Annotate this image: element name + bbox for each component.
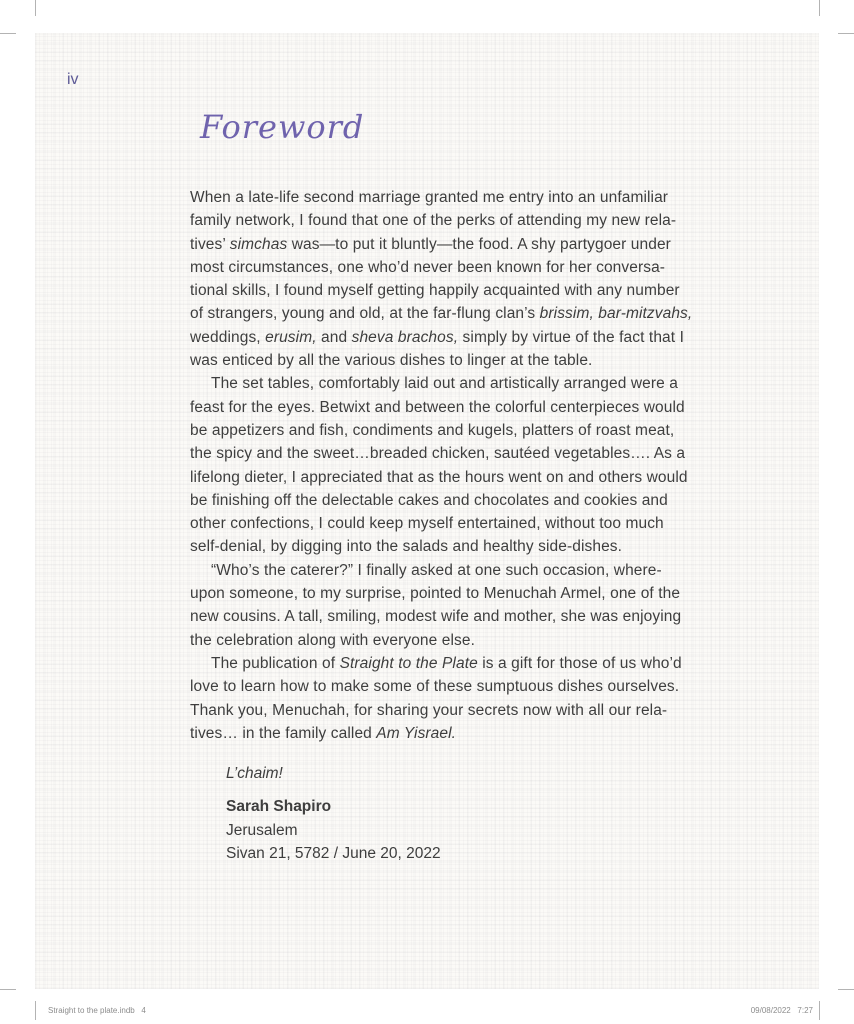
crop-mark-top-left-horizontal [0,33,16,34]
signature-block [226,762,441,865]
body-line: upon someone, to my surprise, pointed to Menuchah Armel, one of the [190,585,681,603]
body-line: The publication of Straight to the Plate is a gift for those of us who’d [211,654,682,672]
body-line: love to learn how to make some of these sumptuous dishes ourselves. [190,678,680,696]
crop-mark-bottom-left-horizontal [0,989,16,990]
body-line: weddings, erusim, and sheva brachos, simply by virtue of the fact that I [190,328,685,346]
body-line: of strangers, young and old, at the far-flung clan’s brissim, bar-mitzvahs, [190,305,693,323]
body-line: tives… in the family called Am Yisrael. [190,724,457,742]
author-name: Sarah Shapiro [226,798,332,816]
author-date: Sivan 21, 5782 / June 20, 2022 [226,844,441,862]
body-line: was enticed by all the various dishes to linger at the table. [190,352,593,370]
body-line: Thank you, Menuchah, for sharing your secrets now with all our rela- [190,701,668,719]
body-line: tional skills, I found myself getting happily acquainted with any number [190,282,680,300]
slug-timestamp: 09/08/2022 7:27 [750,1006,813,1015]
signature-salutation: L’chaim! [226,765,283,782]
body-line: self-denial, by digging into the salads and healthy side-dishes. [190,538,623,556]
body-line: most circumstances, one who’d never been known for her conversa- [190,258,666,276]
crop-mark-top-right-horizontal [838,33,854,34]
body-line: family network, I found that one of the perks of attending my new rela- [190,212,677,230]
foreword-body [190,186,710,745]
author-place: Jerusalem [226,821,298,839]
crop-mark-bottom-left-vertical [35,1001,36,1020]
body-line: tives’ simchas was—to put it bluntly—the food. A shy partygoer under [190,235,671,253]
body-line: lifelong dieter, I appreciated that as the hours went on and others would [190,468,688,486]
page-title: Foreword [200,108,365,146]
crop-mark-top-right-vertical [819,0,820,16]
crop-mark-bottom-right-horizontal [838,989,854,990]
book-page [35,33,819,989]
body-line: The set tables, comfortably laid out and artistically arranged were a [211,375,678,393]
crop-mark-top-left-vertical [35,0,36,16]
body-line: new cousins. A tall, smiling, modest wife and mother, she was enjoying [190,608,682,626]
page-number: iv [67,71,79,88]
body-line: be finishing off the delectable cakes and chocolates and cookies and [190,491,668,509]
body-line: feast for the eyes. Betwixt and between the colorful centerpieces would [190,398,685,416]
body-line: the spicy and the sweet…breaded chicken, sautéed vegetables…. As a [190,445,686,463]
slug-filename: Straight to the plate.indb 4 [48,1006,146,1015]
body-line: the celebration along with everyone else. [190,631,475,649]
body-line: other confections, I could keep myself entertained, without too much [190,515,664,533]
body-line: “Who’s the caterer?” I finally asked at one such occasion, where- [211,561,662,579]
body-line: be appetizers and fish, condiments and kugels, platters of roast meat, [190,421,675,439]
crop-mark-bottom-right-vertical [819,1001,820,1020]
body-line: When a late-life second marriage granted me entry into an unfamiliar [190,189,669,206]
